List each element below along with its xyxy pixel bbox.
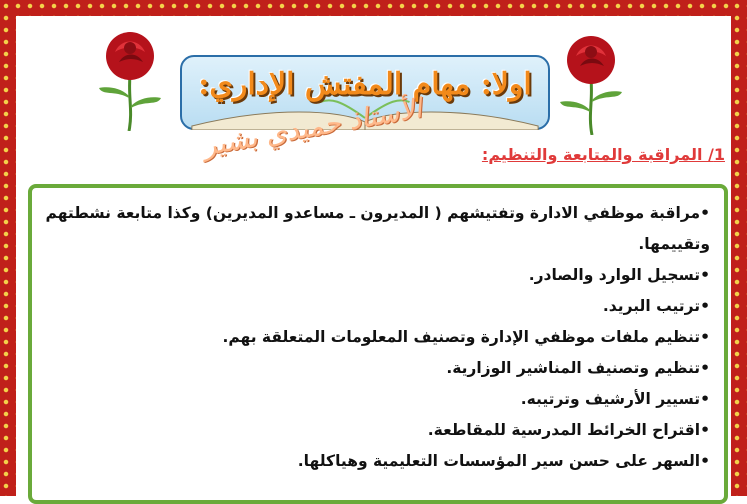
decorative-border-right (731, 0, 747, 496)
list-item: •تسيير الأرشيف وترتيبه. (520, 390, 710, 408)
rose-icon-left (95, 26, 165, 131)
list-item: •تسجيل الوارد والصادر. (528, 266, 710, 284)
content-box (28, 184, 728, 504)
decorative-border-top (0, 0, 747, 16)
list-item: •تنظيم وتصنيف المناشير الوزارية. (446, 359, 710, 377)
task-list (30, 198, 710, 477)
decorative-border-left (0, 0, 16, 496)
list-item: •ترتيب البريد. (602, 297, 710, 315)
page-title: اولا: مهام المفتش الإداري: (198, 67, 532, 102)
rose-icon-right (556, 30, 626, 135)
list-item: •تنظيم ملفات موظفي الإدارة وتصنيف المعلومات المتعلقة بهم. (222, 328, 710, 346)
author-name: الأستاذ حميدي بشير (200, 93, 425, 163)
section-heading: 1/ المراقبة والمتابعة والتنظيم: (481, 145, 725, 164)
list-item: •السهر على حسن سير المؤسسات التعليمية وهياكلها. (297, 452, 710, 470)
list-item: •مراقبة موظفي الادارة وتفتيشهم ( المديرون ـ مساعدو المديرين) وكذا متابعة نشطتهم وتقييمها. (45, 204, 710, 253)
list-item: •اقتراح الخرائط المدرسية للمقاطعة. (427, 421, 710, 439)
